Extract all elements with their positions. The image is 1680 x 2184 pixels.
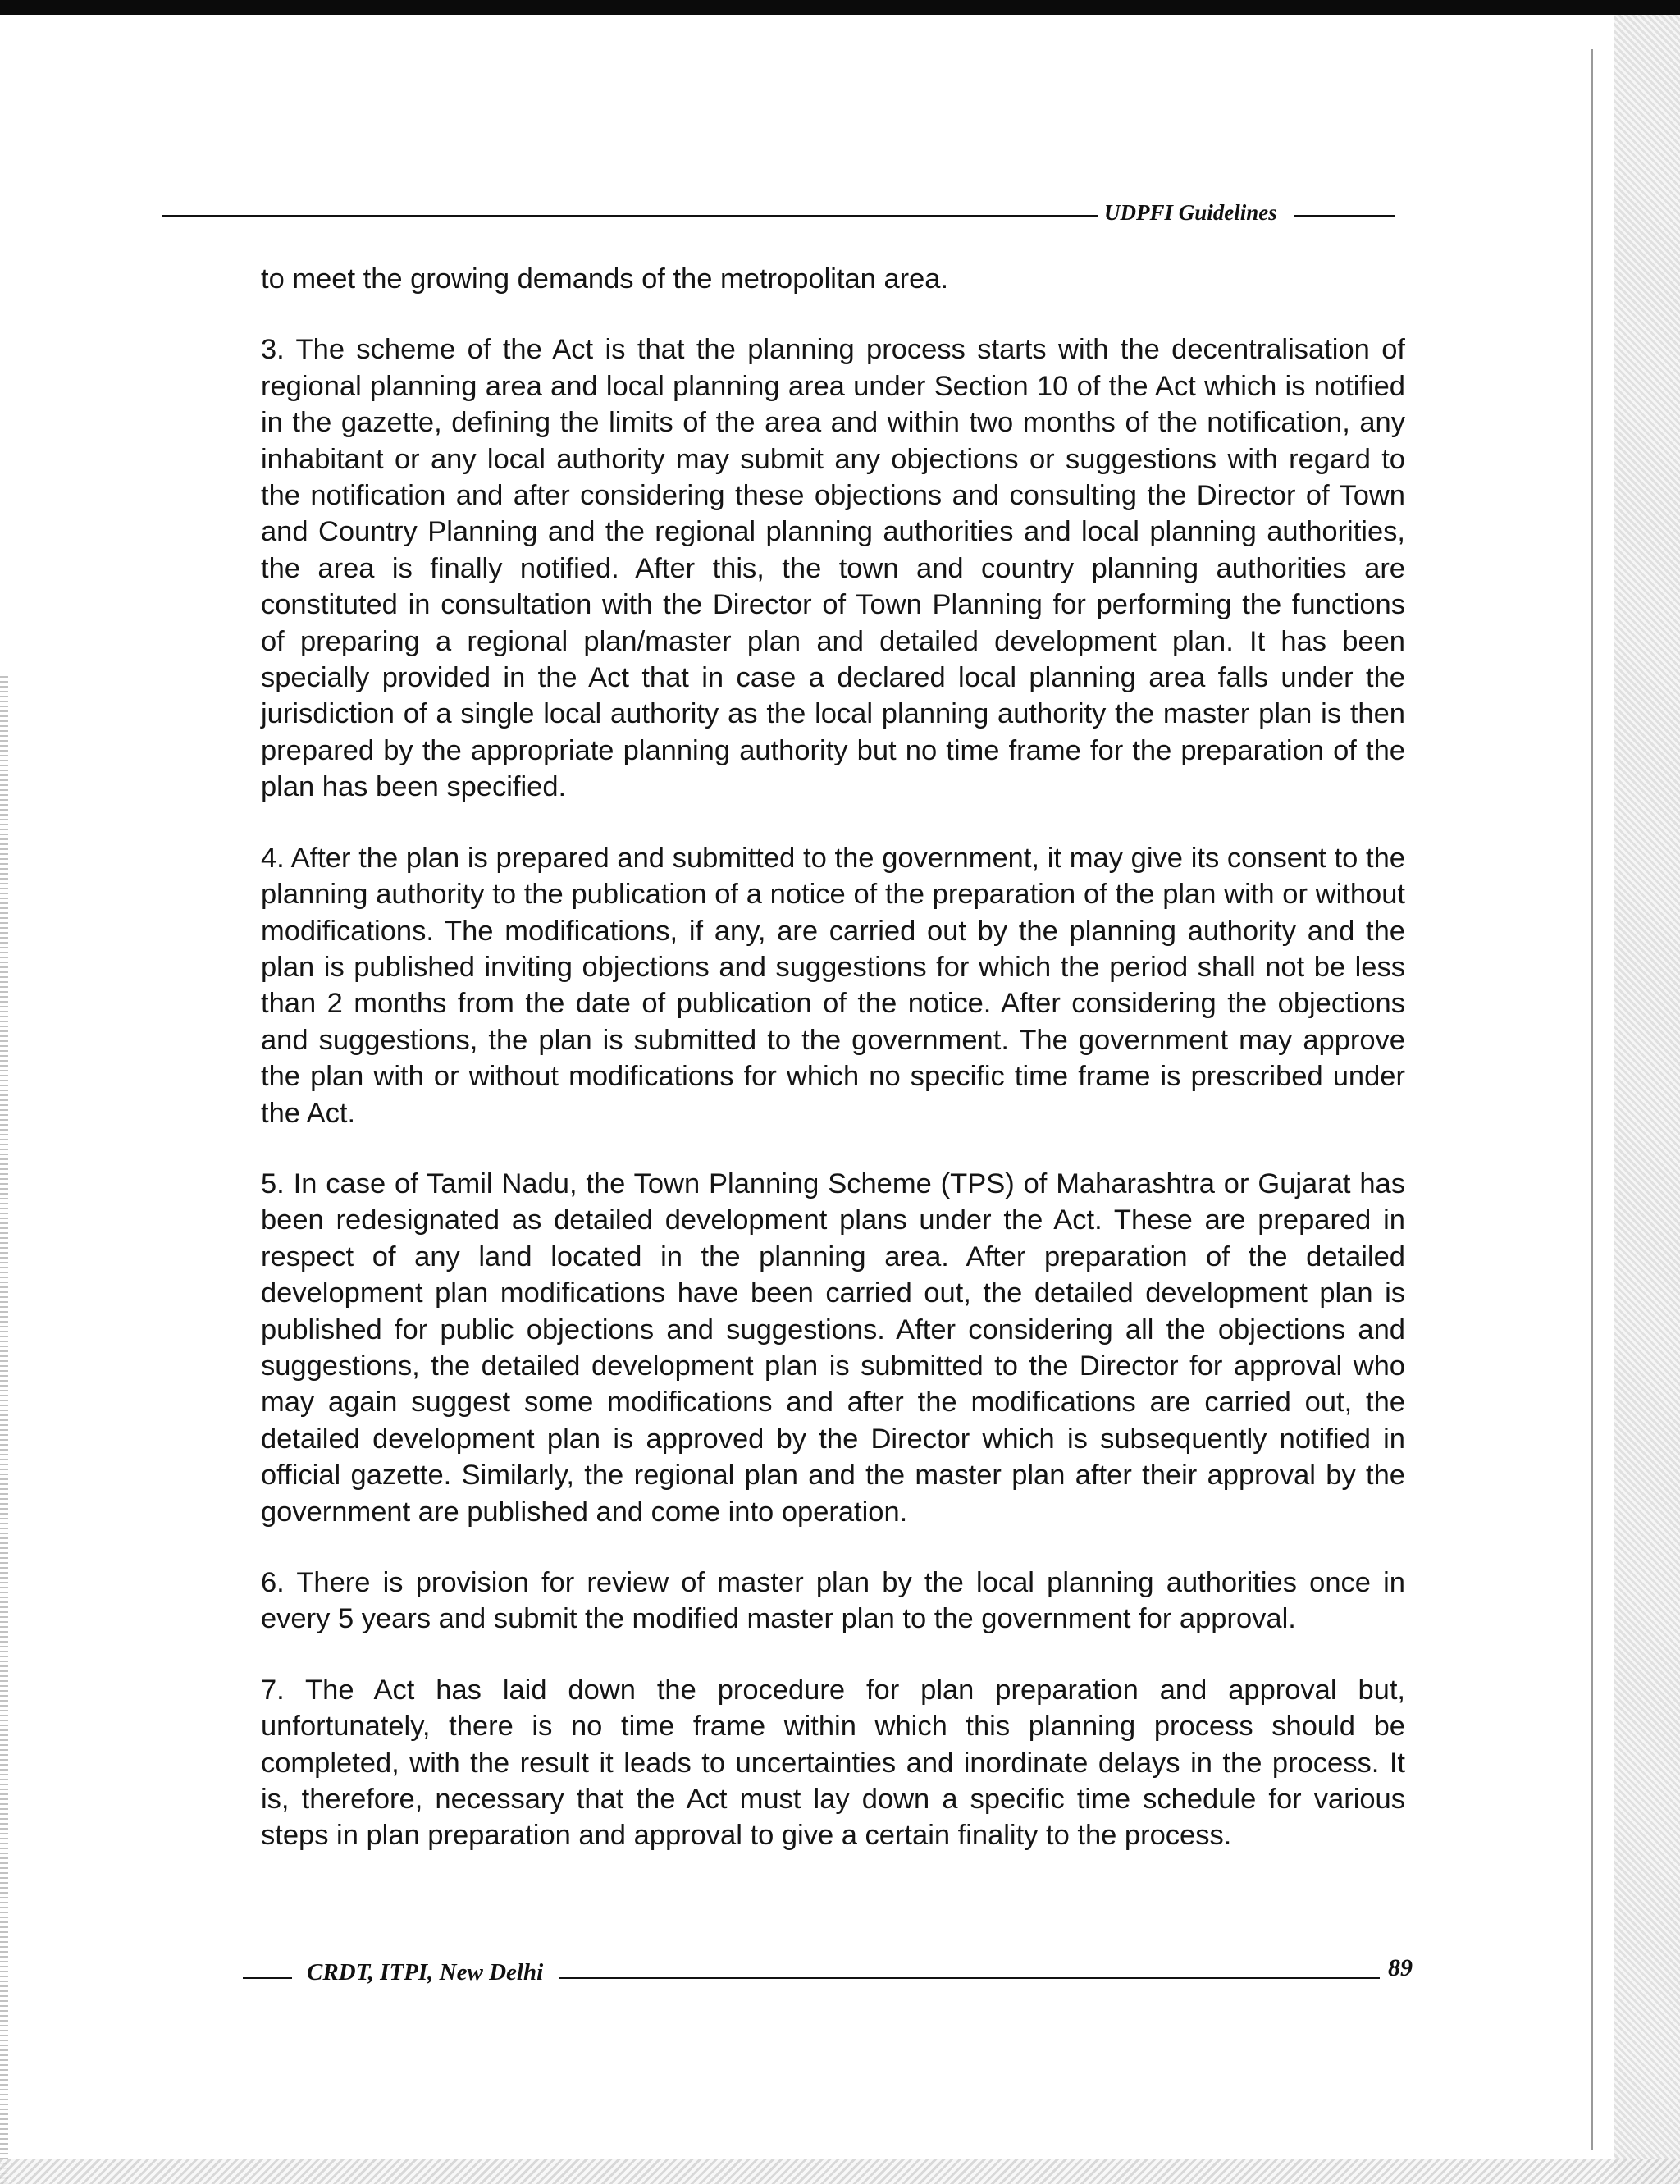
scan-left-edge [0, 673, 8, 2184]
paragraph-6: 6. There is provision for review of master plan by the local planning authorities once in every 5 years and submit the modified master plan to the government for approval. [261, 1567, 1405, 1635]
scan-right-edge [1614, 15, 1680, 2184]
footer-rule [559, 1977, 1380, 1979]
header-rule [162, 215, 1098, 217]
page-body [261, 261, 1405, 1889]
page-border [1591, 49, 1593, 2150]
page-footer [243, 1954, 1449, 1992]
scan-bottom-edge [0, 2159, 1680, 2184]
paragraph-4: 4. After the plan is prepared and submitted to the government, it may give its consent to the planning authority to the publication of a notice of the preparation of the plan with or without modifications. The modifications, if any, are carried out by the planning authority and the plan is published inviting objections and suggestions for which the period shall not be less than 2 months from the date of publication of the notice. After considering the objections and suggestions, the plan is submitted to the government. The government may approve the plan with or without modifications for which no specific time frame is prescribed under the Act. [261, 842, 1405, 1129]
paragraph-7: 7. The Act has laid down the procedure for plan preparation and approval but, unfortunately, there is no time frame within which this planning process should be completed, with the result it leads to uncertainties and inordinate delays in the process. It is, therefore, necessary that the Act must lay down a specific time schedule for various steps in plan preparation and approval to give a certain finality to the process. [261, 1674, 1405, 1852]
page-header [162, 200, 1395, 225]
header-rule-end [1294, 215, 1395, 217]
paragraph-continuation: to meet the growing demands of the metropolitan area. [261, 263, 949, 295]
scan-top-edge [0, 0, 1680, 15]
header-title: UDPFI Guidelines [1104, 200, 1277, 225]
footer-source: CRDT, ITPI, New Delhi [307, 1959, 544, 1985]
paragraph-5: 5. In case of Tamil Nadu, the Town Planning Scheme (TPS) of Maharashtra or Gujarat has been redesignated as detailed development plans under the Act. These are prepared in respect of any land located in the planning area. After preparation of the detailed development plan modifications have been carried out, the detailed development plan is published for public objections and suggestions. After considering all the objections and suggestions, the detailed development plan is submitted to the Director for approval who may again suggest some modifications and after the modifications are carried out, the detailed development plan is approved by the Director which is subsequently notified in official gazette. Similarly, the regional plan and the master plan after their approval by the government are published and come into operation. [261, 1167, 1405, 1528]
paragraph-3: 3. The scheme of the Act is that the planning process starts with the decentralisation of regional planning area and local planning area under Section 10 of the Act which is notified in the gazette, defining the limits of the area and within two months of the notification, any inhabitant or any local authority may submit any objections or suggestions with regard to the notification and after considering these objections and consulting the Director of Town and Country Planning and the regional planning authorities and local planning authorities, the area is finally notified. After this, the town and country planning authorities are constituted in consultation with the Director of Town Planning for performing the functions of preparing a regional plan/master plan and detailed development plan. It has been specially provided in the Act that in case a declared local planning area falls under the jurisdiction of a single local authority as the local planning authority the master plan is then prepared by the appropriate planning authority but no time frame for the preparation of the plan has been specified. [261, 334, 1405, 803]
page-number: 89 [1388, 1954, 1413, 1981]
footer-rule-start [243, 1977, 292, 1979]
